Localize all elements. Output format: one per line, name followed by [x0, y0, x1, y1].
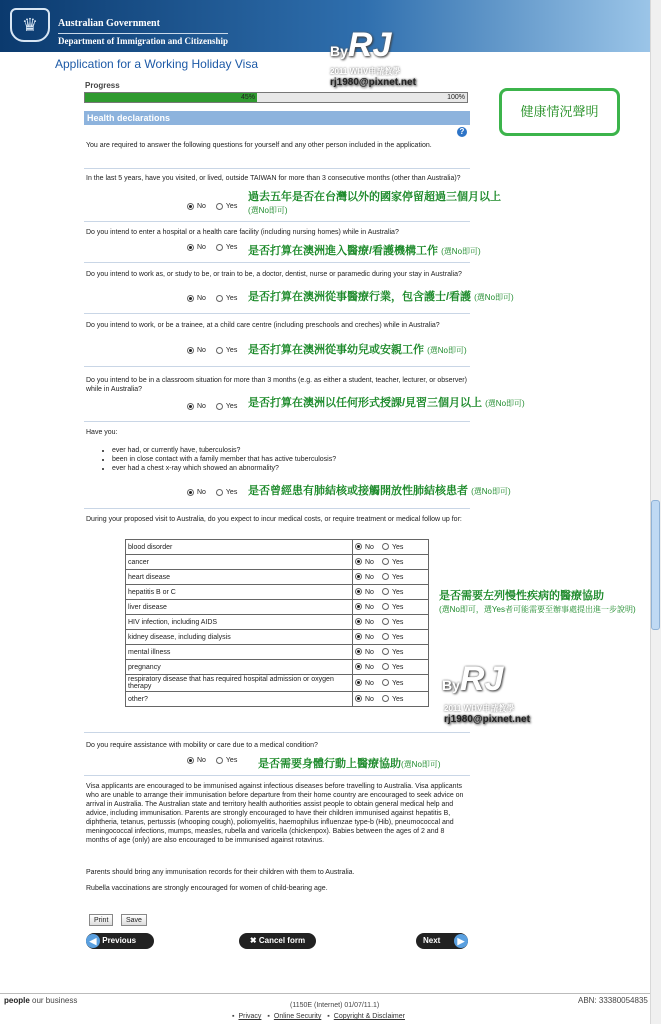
radio-no[interactable] [187, 757, 194, 764]
radio-no[interactable] [355, 543, 362, 550]
radio-yes[interactable] [216, 403, 223, 410]
radio-no-label: No [197, 403, 206, 410]
list-item: • ever had a chest x-ray which showed an abnormality? [112, 464, 336, 473]
condition-answer [353, 675, 429, 692]
condition-name: heart disease [126, 570, 353, 585]
medical-question: During your proposed visit to Australia, do you expect to incur medical costs, or require treatment or medical follow up for: [86, 516, 462, 523]
radio-yes[interactable] [382, 543, 389, 550]
close-icon: ✖ [249, 936, 257, 945]
cancel-form-button[interactable] [239, 933, 316, 949]
question-text: Do you require assistance with mobility or care due to a medical condition? [86, 742, 318, 749]
note-small: (選No即可) [474, 293, 514, 302]
note-small: (選No即可) [471, 487, 511, 496]
divider [84, 366, 470, 367]
list-item: • been in close contact with a family member that has active tuberculosis? [112, 455, 336, 464]
radio-no-label: No [365, 648, 374, 656]
radio-no-label: No [365, 543, 374, 551]
previous-label: Previous [102, 936, 137, 945]
radio-yes-label: Yes [391, 679, 404, 687]
radio-no[interactable] [355, 648, 362, 655]
question-text: In the last 5 years, have you visited, or lived, outside TAIWAN for more than 3 consecutive months (other than Australia)? [86, 175, 461, 182]
table-row [126, 540, 429, 555]
rubella-info: Rubella vaccinations are strongly encouraged for women of child-bearing age. [86, 885, 328, 892]
radio-no-label: No [365, 663, 374, 671]
table-row [126, 585, 429, 600]
radio-no-label: No [365, 633, 374, 641]
radio-yes-label: Yes [391, 603, 404, 611]
radio-group [187, 346, 245, 356]
radio-yes[interactable] [382, 663, 389, 670]
condition-answer [353, 630, 429, 645]
progress-percent: 45% [241, 94, 256, 101]
radio-no-label: No [365, 618, 374, 626]
radio-yes-label: Yes [391, 573, 404, 581]
page-title: Application for a Working Holiday Visa [55, 57, 258, 71]
divider [84, 168, 470, 169]
radio-yes[interactable] [382, 648, 389, 655]
radio-yes-label: Yes [391, 543, 404, 551]
radio-no[interactable] [355, 618, 362, 625]
note-main: 是否打算在澳洲從事醫療行業，包含護士/看護 [248, 291, 472, 303]
watermark-mail: rj1980@pixnet.net [330, 77, 416, 88]
footer-links: ▪ Privacy ▪ Online Security ▪ Copyright & Disclaimer [232, 1013, 405, 1020]
note-main: 是否曾經患有肺結核或接觸開放性肺結核患者 [248, 485, 468, 497]
radio-yes-label: Yes [391, 663, 404, 671]
radio-no-label: No [365, 603, 374, 611]
note-small: (選No即可) [248, 206, 288, 215]
online-security-link[interactable]: Online Security [273, 1013, 322, 1020]
radio-no-label: No [365, 588, 374, 596]
note-small: (選No即可，選Yes者可能需要至辦事處提出進一步說明) [439, 605, 636, 614]
radio-yes-label: Yes [225, 295, 238, 302]
table-row [126, 675, 429, 692]
condition-name: respiratory disease that has required hospital admission or oxygen therapy [126, 675, 353, 692]
question-text: Do you intend to enter a hospital or a health care facility (including nursing homes) while in Australia? [86, 229, 399, 236]
radio-yes[interactable] [382, 618, 389, 625]
annotation-note [248, 188, 501, 216]
annotation-note [248, 288, 514, 304]
radio-yes[interactable] [216, 203, 223, 210]
note-main: 是否需要左列慢性疾病的醫療協助 [439, 590, 604, 602]
radio-yes-label: Yes [391, 633, 404, 641]
radio-no[interactable] [355, 663, 362, 670]
next-button[interactable] [416, 933, 468, 949]
radio-yes-label: Yes [225, 489, 238, 496]
radio-group [187, 294, 245, 304]
radio-yes-label: Yes [225, 203, 238, 210]
annotation-note [248, 242, 481, 258]
condition-answer [353, 555, 429, 570]
table-row [126, 615, 429, 630]
tag-bold: people [4, 996, 30, 1005]
radio-yes[interactable] [382, 573, 389, 580]
condition-name: liver disease [126, 600, 353, 615]
note-small: (選No即可) [485, 399, 525, 408]
note-main: 是否需要身體行動上醫療協助 [258, 758, 401, 770]
conditions-table [125, 539, 429, 707]
progress-bar [84, 92, 468, 103]
radio-yes-label: Yes [225, 757, 238, 764]
table-row [126, 660, 429, 675]
watermark-mail: rj1980@pixnet.net [444, 714, 530, 725]
watermark-by: By [442, 677, 460, 693]
question-text: Do you intend to work as, or study to be, or train to be, a doctor, dentist, nurse or paramedic during your stay in Australia? [86, 271, 462, 278]
radio-no-label: No [197, 244, 206, 251]
radio-group [187, 756, 245, 766]
radio-no[interactable] [355, 633, 362, 640]
annotation-note [248, 394, 525, 410]
condition-name: hepatitis B or C [126, 585, 353, 600]
radio-no-label: No [365, 695, 374, 703]
radio-no[interactable] [187, 203, 194, 210]
radio-group [187, 402, 245, 412]
watermark-by: By [330, 43, 348, 59]
condition-name: cancer [126, 555, 353, 570]
arrow-right-icon: ▶ [454, 934, 468, 948]
progress-end: 100% [447, 94, 465, 101]
divider [84, 313, 470, 314]
annotation-note [248, 482, 511, 498]
radio-no-label: No [365, 679, 374, 687]
privacy-link[interactable]: Privacy [238, 1013, 262, 1020]
radio-no[interactable] [187, 489, 194, 496]
radio-no-label: No [365, 558, 374, 566]
condition-name: blood disorder [126, 540, 353, 555]
question-text: Do you intend to work, or be a trainee, at a child care centre (including preschools and creches) while in Australia? [86, 322, 440, 329]
divider [84, 421, 470, 422]
watermark-rj: RJ [459, 660, 504, 698]
progress-fill [85, 93, 257, 102]
radio-yes[interactable] [382, 679, 389, 686]
watermark-top [330, 26, 391, 65]
immunisation-records: Parents should bring any immunisation records for their children with them to Australia. [86, 869, 355, 876]
immunisation-info: Visa applicants are encouraged to be immunised against infectious diseases before travelling to Australia. Visa applicants who are unable to arrange their immunisation before departure from their home country are encouraged to seek advice on arrival in Australia. The Australian state and territory health authorities assist people to obtain general medical help and advice, including immunisation. Parents are strongly encouraged to have their children immunised against hepatitis B, diphtheria, tetanus, pertussis (whooping cough), poliomyelitis, haemophilus influenzae type-b (Hib), pneumococcal and meningococcal infections, mumps, measles, rubella and varicella (chickenpox). Babies between the ages of 2 and 8 months of age (only) are also encouraged to be immunised against rotavirus. [86, 783, 464, 844]
radio-no-label: No [197, 295, 206, 302]
radio-no[interactable] [355, 695, 362, 702]
arrow-left-icon: ◀ [86, 934, 100, 948]
condition-name: HIV infection, including AIDS [126, 615, 353, 630]
footer-tagline [4, 996, 77, 1005]
radio-no-label: No [365, 573, 374, 581]
condition-answer [353, 585, 429, 600]
radio-yes-label: Yes [391, 558, 404, 566]
annotation-note [258, 755, 441, 771]
watermark-bottom [442, 660, 503, 699]
divider [84, 221, 470, 222]
print-button[interactable]: Print [89, 914, 113, 926]
condition-name: other? [126, 692, 353, 707]
previous-button[interactable] [86, 933, 154, 949]
save-button[interactable]: Save [121, 914, 147, 926]
radio-no-label: No [197, 347, 206, 354]
watermark-sub: 2011 WHV申請教學 [444, 704, 515, 713]
abn-number: ABN: 33380054835 [578, 996, 648, 1005]
radio-yes-label: Yes [391, 648, 404, 656]
radio-no[interactable] [187, 244, 194, 251]
radio-group [187, 488, 245, 498]
condition-answer [353, 660, 429, 675]
scroll-thumb[interactable] [651, 500, 660, 630]
progress-label: Progress [85, 81, 120, 90]
divider [84, 775, 470, 776]
note-main: 是否打算在澳洲從事幼兒或安親工作 [248, 344, 424, 356]
note-small: (選No即可) [401, 760, 441, 769]
table-row [126, 630, 429, 645]
radio-yes[interactable] [216, 757, 223, 764]
radio-yes-label: Yes [225, 403, 238, 410]
radio-no[interactable] [355, 679, 362, 686]
radio-yes-label: Yes [225, 244, 238, 251]
radio-no[interactable] [187, 347, 194, 354]
note-small: (選No即可) [441, 247, 481, 256]
radio-yes[interactable] [382, 588, 389, 595]
note-main: 是否打算在澳洲進入醫療/看護機構工作 [248, 245, 439, 257]
note-main: 是否打算在澳洲以任何形式授課/見習三個月以上 [248, 397, 483, 409]
radio-group [187, 202, 245, 212]
radio-yes[interactable] [382, 558, 389, 565]
radio-yes[interactable] [382, 695, 389, 702]
next-label: Next [423, 936, 441, 945]
tag-rest: our business [29, 996, 78, 1005]
table-row [126, 570, 429, 585]
radio-no[interactable] [355, 558, 362, 565]
condition-name: mental illness [126, 645, 353, 660]
health-declaration-callout: 健康情況聲明 [499, 88, 620, 136]
gov-name: Australian Government [58, 18, 160, 29]
list-item: • ever had, or currently have, tuberculosis? [112, 446, 336, 455]
radio-yes[interactable] [216, 489, 223, 496]
watermark-sub: 2011 WHV申請教學 [330, 67, 401, 76]
tb-title: Have you: [86, 429, 118, 436]
tb-list [100, 446, 336, 473]
section-title: Health declarations [84, 111, 470, 125]
condition-name: kidney disease, including dialysis [126, 630, 353, 645]
condition-answer [353, 600, 429, 615]
radio-yes[interactable] [382, 603, 389, 610]
radio-yes-label: Yes [391, 618, 404, 626]
table-row [126, 692, 429, 707]
page-scrollbar[interactable] [650, 0, 661, 1024]
radio-no-label: No [197, 203, 206, 210]
radio-group [187, 243, 245, 253]
table-row [126, 645, 429, 660]
divider [84, 732, 470, 733]
cancel-label: Cancel form [258, 936, 306, 945]
radio-no[interactable] [187, 295, 194, 302]
radio-no[interactable] [355, 573, 362, 580]
radio-yes[interactable] [216, 347, 223, 354]
divider [84, 508, 470, 509]
watermark-rj: RJ [347, 26, 392, 64]
radio-no-label: No [197, 489, 206, 496]
radio-yes[interactable] [216, 244, 223, 251]
divider [84, 262, 470, 263]
coat-of-arms-icon: ♛ [10, 8, 50, 42]
condition-answer [353, 570, 429, 585]
help-icon[interactable]: ? [457, 127, 467, 137]
condition-answer [353, 615, 429, 630]
radio-yes[interactable] [216, 295, 223, 302]
annotation-note [439, 587, 649, 615]
condition-answer [353, 540, 429, 555]
footer-divider [0, 993, 650, 994]
copyright-link[interactable]: Copyright & Disclaimer [333, 1013, 405, 1020]
radio-no[interactable] [355, 603, 362, 610]
note-main: 過去五年是否在台灣以外的國家停留超過三個月以上 [248, 191, 501, 203]
radio-yes-label: Yes [391, 588, 404, 596]
condition-answer [353, 692, 429, 707]
intro-text: You are required to answer the following questions for yourself and any other person included in the application. [86, 142, 432, 149]
question-text: Do you intend to be in a classroom situation for more than 3 months (e.g. as either a student, teacher, lecturer, or observer) while in Australia? [86, 377, 467, 393]
condition-name: pregnancy [126, 660, 353, 675]
radio-no[interactable] [355, 588, 362, 595]
annotation-note [248, 341, 467, 357]
radio-yes-label: Yes [391, 695, 404, 703]
radio-yes[interactable] [382, 633, 389, 640]
version-info: (1150E (Internet) 01/07/11.1) [290, 1002, 380, 1009]
table-row [126, 555, 429, 570]
department-name: Department of Immigration and Citizenship [58, 33, 228, 46]
condition-answer [353, 645, 429, 660]
table-row [126, 600, 429, 615]
radio-yes-label: Yes [225, 347, 238, 354]
radio-no[interactable] [187, 403, 194, 410]
radio-no-label: No [197, 757, 206, 764]
note-small: (選No即可) [427, 346, 467, 355]
